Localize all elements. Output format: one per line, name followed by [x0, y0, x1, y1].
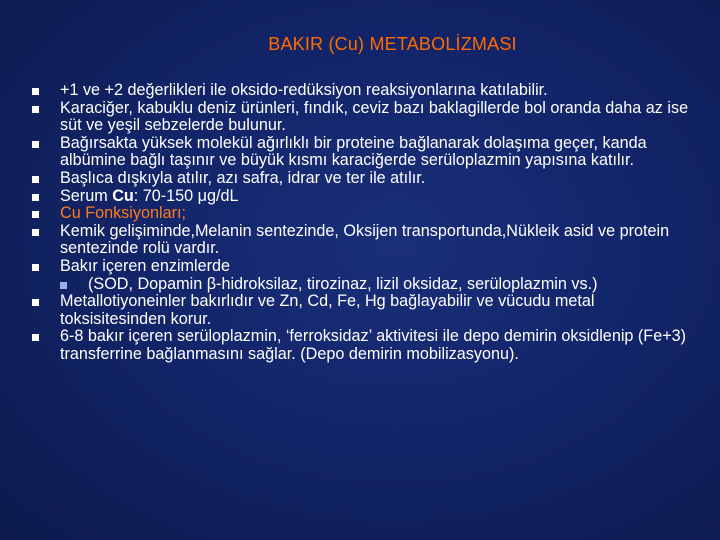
bullet-item-functions	[32, 223, 692, 258]
bullet-item-serum-level	[32, 188, 692, 206]
square-bullet-icon	[60, 282, 67, 289]
square-bullet-icon	[32, 211, 39, 218]
bullet-text-bold: Cu	[112, 186, 134, 205]
bullet-text: (SOD, Dopamin β-hidroksilaz, tirozinaz, lizil oksidaz, serüloplazmin vs.)	[88, 274, 598, 293]
bullet-list	[32, 82, 692, 364]
bullet-text: Bakır içeren enzimlerde	[60, 256, 231, 275]
bullet-item-enzymes	[32, 258, 692, 276]
square-bullet-icon	[32, 299, 39, 306]
bullet-item-oxidation-states	[32, 82, 692, 100]
bullet-text: Bağırsakta yüksek molekül ağırlıklı bir proteine bağlanarak dolaşıma geçer, kanda albümine bağlı taşınır ve büyük kısmı karaciğerde serüloplazmin yapısına katılır.	[60, 133, 647, 170]
bullet-item-ceruloplasmin	[32, 328, 692, 363]
square-bullet-icon	[32, 334, 39, 341]
bullet-text: Metallotiyoneinler bakırlıdır ve Zn, Cd, Fe, Hg bağlayabilir ve vücudu metal toksisitesinden korur.	[60, 292, 595, 328]
bullet-text: 6-8 bakır içeren serüloplazmin, ‘ferroksidaz’ aktivitesi ile depo demirin oksidlenip (Fe+3) transferrine bağlanmasını sağlar. (Depo demirin mobilizasyonu).	[60, 327, 687, 363]
square-bullet-icon	[32, 141, 39, 148]
square-bullet-icon	[32, 229, 39, 236]
slide-title: BAKIR (Cu) METABOLİZMASI	[268, 34, 517, 54]
square-bullet-icon	[32, 176, 39, 183]
bullet-item-sources	[32, 100, 692, 135]
bullet-text: +1 ve +2 değerlikleri ile oksido-redüksiyon reaksiyonlarına katılabilir.	[60, 81, 548, 99]
bullet-text-suffix: : 70-150 μg/dL	[133, 186, 239, 205]
square-bullet-icon	[32, 264, 39, 271]
square-bullet-icon	[32, 106, 39, 113]
bullet-text: Başlıca dışkıyla atılır, azı safra, idrar ve ter ile atılır.	[60, 168, 426, 187]
bullet-text: Kemik gelişiminde,Melanin sentezinde, Oksijen transportunda,Nükleik asid ve protein sentezinde rolü vardır.	[60, 221, 670, 258]
bullet-text: Cu Fonksiyonları;	[60, 204, 186, 223]
bullet-item-absorption	[32, 135, 692, 170]
sub-bullet-item-enzyme-list	[60, 276, 692, 294]
bullet-text-prefix: Serum	[60, 186, 113, 205]
bullet-text: Karaciğer, kabuklu deniz ürünleri, fındık, ceviz bazı baklagillerde bol oranda daha az ise süt ve yeşil sebzelerde bulunur.	[60, 98, 689, 135]
square-bullet-icon	[32, 194, 39, 201]
bullet-item-excretion	[32, 170, 692, 188]
bullet-item-metallothioneins	[32, 293, 692, 328]
bullet-item-functions-heading	[32, 205, 692, 223]
square-bullet-icon	[32, 88, 39, 95]
